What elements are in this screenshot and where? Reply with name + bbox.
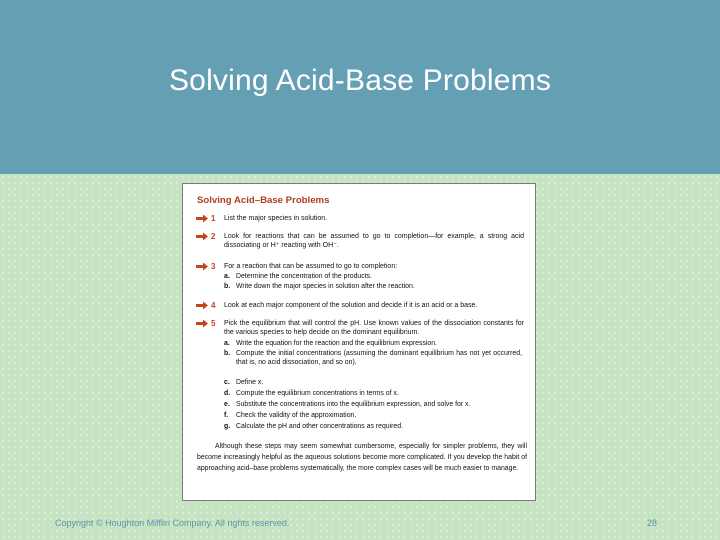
step-number: 5 <box>211 319 216 328</box>
step-5-sub-b <box>224 349 524 368</box>
sub-text: Check the validity of the approximation. <box>236 412 357 419</box>
slide-header <box>0 0 720 174</box>
sub-letter: e. <box>224 401 230 408</box>
step-text: List the major species in solution. <box>224 215 328 222</box>
sub-text: Compute the equilibrium concentrations in terms of x. <box>236 390 399 397</box>
textbook-box <box>182 183 536 501</box>
step-5-sub-f <box>224 411 524 420</box>
sub-letter: a. <box>224 273 230 280</box>
step-text: Look at each major component of the solution and decide if it is an acid or a base. <box>224 302 478 309</box>
step-5-sub-c <box>224 378 524 387</box>
step-text: For a reaction that can be assumed to go to completion: <box>224 263 398 270</box>
step-number: 3 <box>211 262 216 271</box>
sub-letter: a. <box>224 340 230 347</box>
sub-text: Determine the concentration of the products. <box>236 273 372 280</box>
sub-letter: c. <box>224 379 230 386</box>
step-3-sub-b <box>224 282 524 291</box>
sub-letter: f. <box>224 412 229 419</box>
step-arrow-icon <box>196 319 208 328</box>
closing-paragraph: Although these steps may seem somewhat cumbersome, especially for simpler problems, they will become increasingly helpful as the aqueous solutions become more complicated. If you develop the habit of approaching acid–base problems systematically, the more complex cases will be much easier to manage. <box>197 443 527 472</box>
sub-text: Calculate the pH and other concentrations as required. <box>236 423 404 430</box>
step-arrow-icon <box>196 232 208 241</box>
sub-text: Substitute the concentrations into the equilibrium expression, and solve for x. <box>236 401 471 408</box>
sub-text: Write the equation for the reaction and the equilibrium expression. <box>236 340 437 347</box>
step-text: Pick the equilibrium that will control the pH. Use known values of the dissociation constants for the various species to help decide on the dominant equilibrium. <box>224 320 524 337</box>
slide-title: Solving Acid-Base Problems <box>168 64 552 97</box>
box-title: Solving Acid–Base Problems <box>197 195 330 206</box>
step-text: Look for reactions that can be assumed to go to completion—for example, a strong acid dissociating or H⁺ reacting with OH⁻. <box>224 233 524 250</box>
sub-text: Compute the initial concentrations (assuming the dominant equilibrium has not yet occurred, that is, no acid dissociation, and so on). <box>236 350 522 367</box>
copyright-notice: Copyright © Houghton Mifflin Company. All rights reserved. <box>55 518 290 528</box>
page-number: 28 <box>647 518 658 528</box>
sub-text: Write down the major species in solution after the reaction. <box>236 283 415 290</box>
step-3-sub-a <box>224 272 524 281</box>
step-5-sub-a <box>224 339 524 348</box>
sub-letter: d. <box>224 390 231 397</box>
step-number: 2 <box>211 232 216 241</box>
step-5-sub-e <box>224 400 524 409</box>
step-arrow-icon <box>196 214 208 223</box>
step-5-sub-g <box>224 422 524 431</box>
sub-letter: g. <box>224 423 231 430</box>
step-number: 4 <box>211 301 216 310</box>
sub-letter: b. <box>224 350 231 357</box>
step-arrow-icon <box>196 301 208 310</box>
step-5-sub-d <box>224 389 524 398</box>
step-number: 1 <box>211 214 216 223</box>
sub-text: Define x. <box>236 379 264 386</box>
step-arrow-icon <box>196 262 208 271</box>
sub-letter: b. <box>224 283 231 290</box>
